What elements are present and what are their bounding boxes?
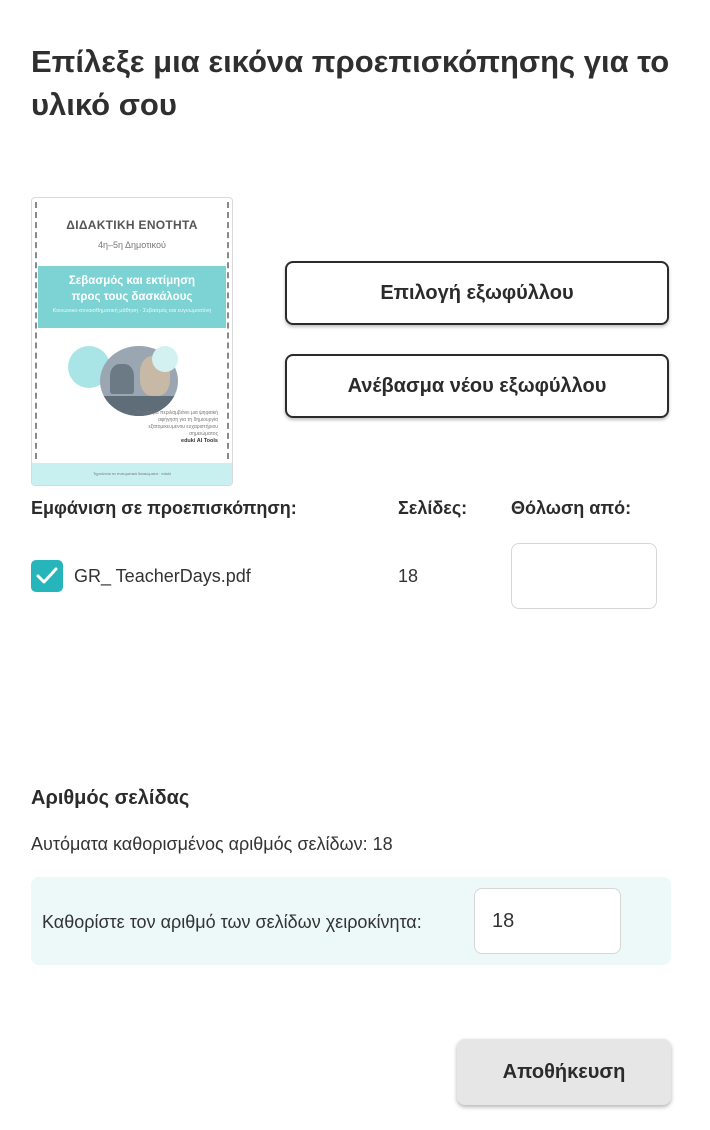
show-in-preview-checkbox[interactable] <box>31 560 63 592</box>
cover-heading <box>38 266 226 305</box>
manual-page-count-box <box>31 877 671 965</box>
cover-heading-line2: προς τους δασκάλους <box>71 291 193 303</box>
checkmark-icon <box>36 566 58 586</box>
file-name: GR_ TeacherDays.pdf <box>74 566 251 586</box>
cover-footer: Τηρούνται τα πνευματικά δικαιώματα · eduki <box>32 463 232 485</box>
manual-page-count-input[interactable] <box>474 888 621 954</box>
cover-grade-label: 4η–5η Δημοτικού <box>98 240 166 250</box>
blur-from-input[interactable] <box>511 543 657 609</box>
page-number-section-title: Αριθμός σελίδας <box>31 787 190 809</box>
upload-new-cover-button[interactable]: Ανέβασμα νέου εξωφύλλου <box>285 354 669 418</box>
cover-subheading: Κοινωνικο-συναισθηματική μάθηση · Σεβασμός και ευγνωμοσύνη <box>52 308 212 314</box>
cover-brand: eduki AI Tools <box>181 438 218 444</box>
file-page-count: 18 <box>398 566 419 586</box>
cover-decor-circle-small <box>152 346 178 372</box>
manual-page-count-label: Καθορίστε τον αριθμό των σελίδων χειροκίνητα: <box>42 912 422 932</box>
column-header-pages: Σελίδες: <box>398 498 468 518</box>
cover-description <box>128 410 218 445</box>
dialog-title: Επίλεξε μια εικόνα προεπισκόπησης για το υλικό σου <box>31 44 670 122</box>
column-header-blur-from: Θόλωση από: <box>511 498 632 518</box>
cover-preview-image <box>31 197 233 486</box>
cover-unit-label: ΔΙΔΑΚΤΙΚΗ ΕΝΟΤΗΤΑ <box>66 218 198 232</box>
cover-title-band <box>38 266 226 328</box>
save-button[interactable]: Αποθήκευση <box>457 1039 671 1105</box>
cover-description-text: Η ενότητα περιλαμβάνει μια ψηφιακή αφήγηση για τη δημιουργία εξατομικευμένου ευχαριστήριου σημειώματος <box>136 410 218 437</box>
auto-page-count-text: Αυτόματα καθορισμένος αριθμός σελίδων: 18 <box>31 834 393 854</box>
cover-heading-line1: Σεβασμός και εκτίμηση <box>68 275 196 287</box>
column-header-show-in-preview: Εμφάνιση σε προεπισκόπηση: <box>31 498 297 518</box>
choose-cover-button[interactable]: Επιλογή εξωφύλλου <box>285 261 669 325</box>
